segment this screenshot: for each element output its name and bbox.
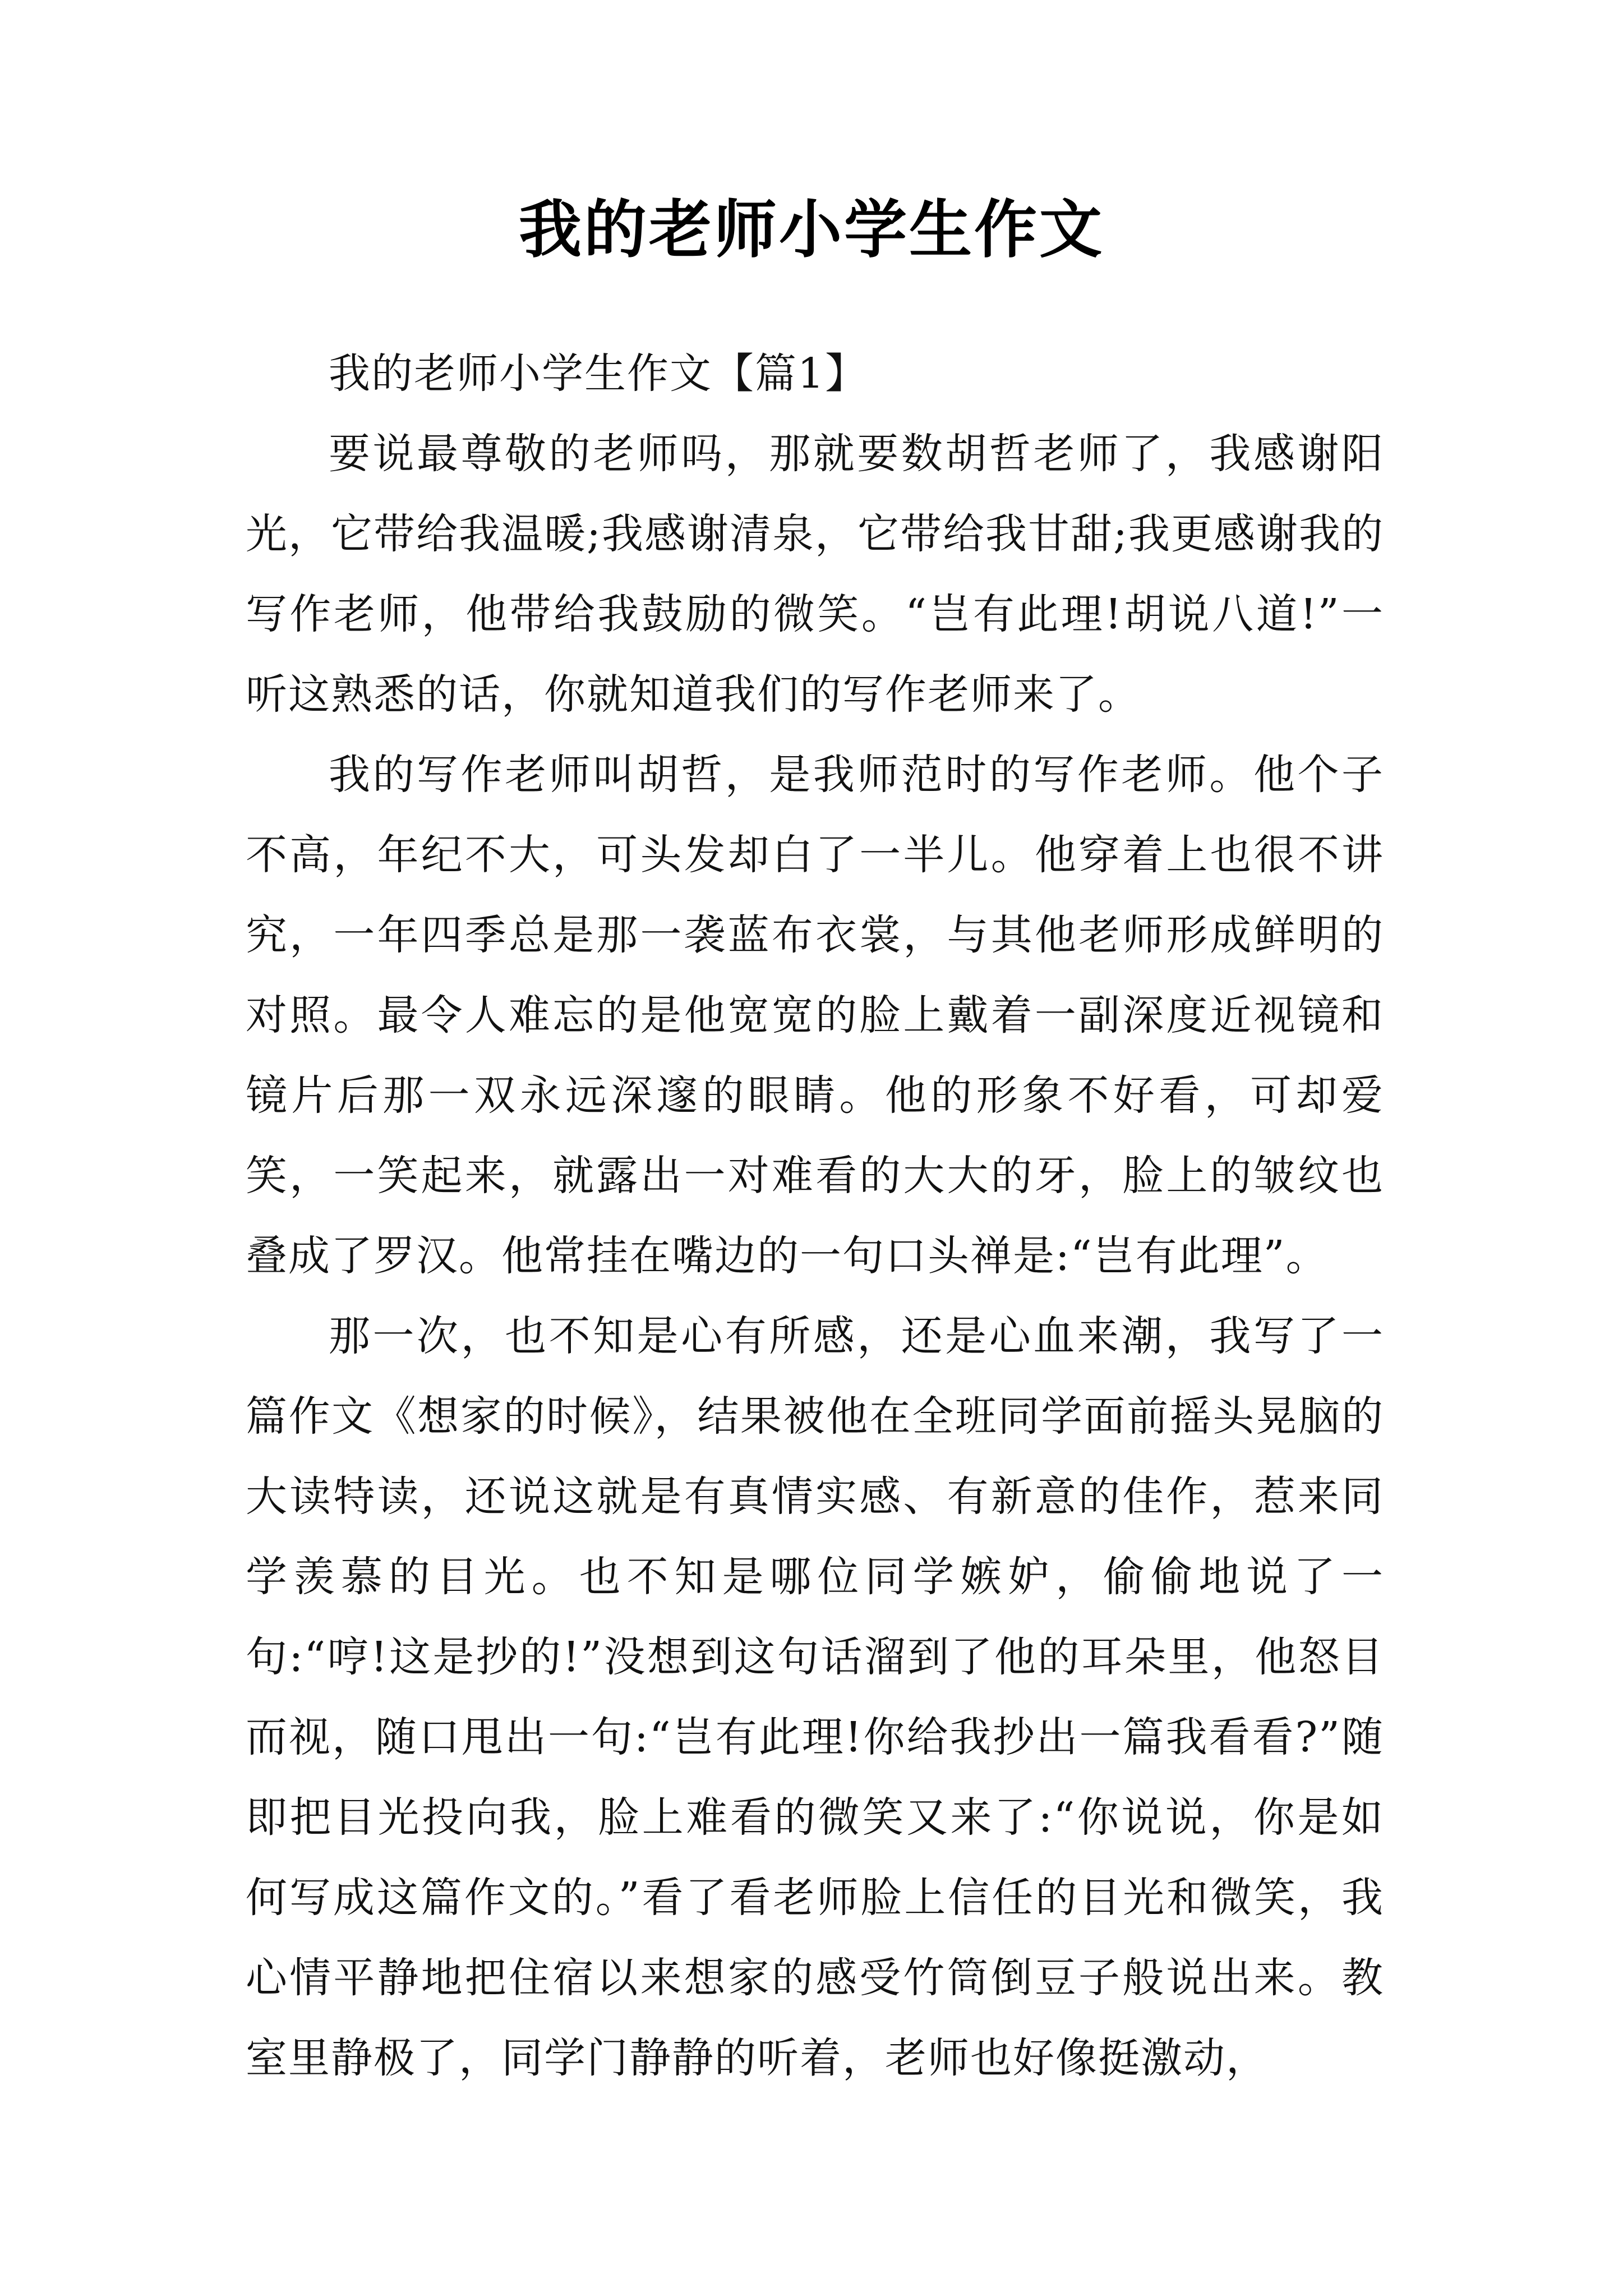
document-title: 我的老师小学生作文 bbox=[519, 193, 1104, 266]
document-body bbox=[246, 334, 1384, 2099]
section-heading: 我的老师小学生作文【篇1】 bbox=[329, 349, 868, 398]
paragraph-1: 要说最尊敬的老师吗，那就要数胡哲老师了，我感谢阳光，它带给我温暖;我感谢清泉，它带给我甘甜;我更感谢我的写作老师，他带给我鼓励的微笑。“岂有此理!胡说八道!”一听这熟悉的话，你就知道我们的写作老师来了。 bbox=[246, 430, 1384, 719]
paragraph-3: 那一次，也不知是心有所感，还是心血来潮，我写了一篇作文《想家的时候》，结果被他在全班同学面前摇头晃脑的大读特读，还说这就是有真情实感、有新意的佳作，惹来同学羡慕的目光。也不知是哪位同学嫉妒，偷偷地说了一句:“哼!这是抄的!”没想到这句话溜到了他的耳朵里，他怒目而视，随口甩出一句:“岂有此理!你给我抄出一篇我看看?”随即把目光投向我，脸上难看的微笑又来了:“你说说，你是如何写成这篇作文的。”看了看老师脸上信任的目光和微笑，我心情平静地把住宿以来想家的感受竹筒倒豆子般说出来。教室里静极了，同学门静静的听着，老师也好像挺激动， bbox=[246, 1312, 1384, 2082]
paragraph-2: 我的写作老师叫胡哲，是我师范时的写作老师。他个子不高，年纪不大，可头发却白了一半儿。他穿着上也很不讲究，一年四季总是那一袭蓝布衣裳，与其他老师形成鲜明的对照。最令人难忘的是他宽宽的脸上戴着一副深度近视镜和镜片后那一双永远深邃的眼睛。他的形象不好看，可却爱笑，一笑起来，就露出一对难看的大大的牙，脸上的皱纹也叠成了罗汉。他常挂在嘴边的一句口头禅是:“岂有此理”。 bbox=[246, 751, 1384, 1280]
